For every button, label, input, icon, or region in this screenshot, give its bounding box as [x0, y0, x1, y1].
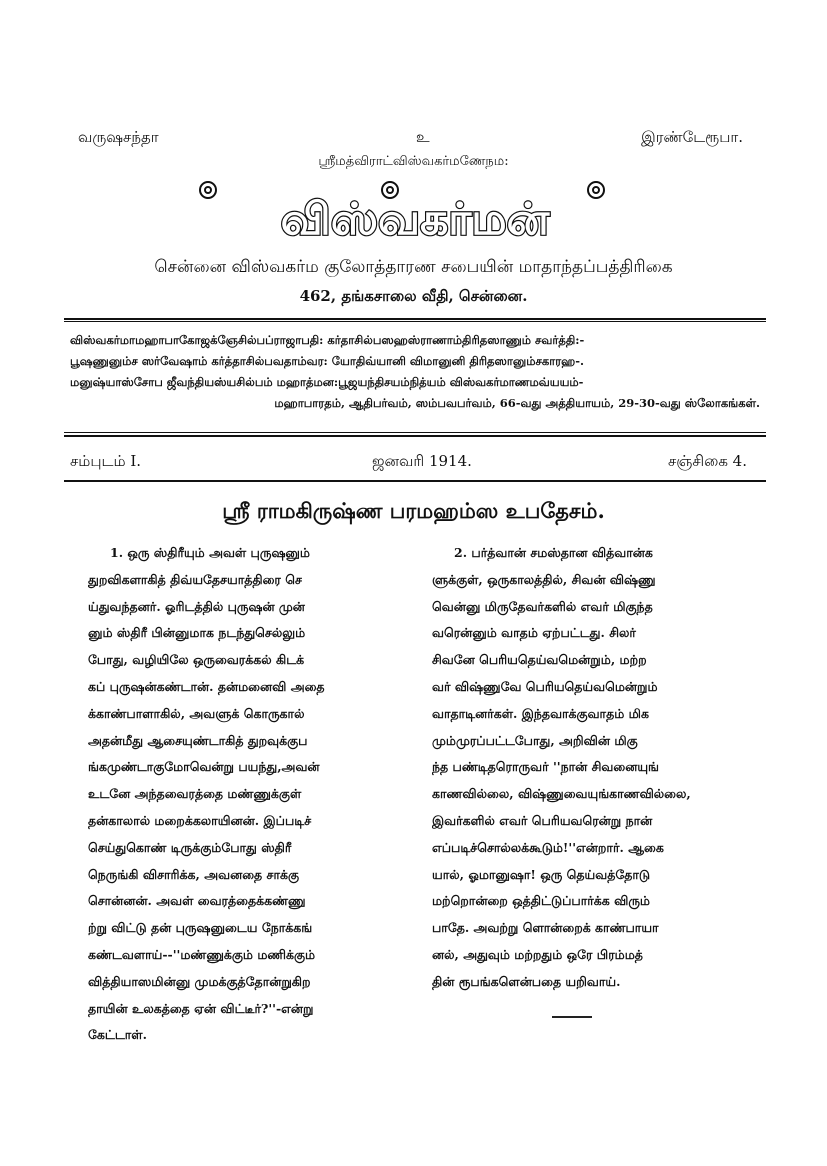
text-line: வர் விஷ்ணுவே பெரியதெய்வமென்றும்	[432, 678, 658, 694]
text-line: கப் புருஷன்கண்டான். தன்மனைவி அதை	[88, 678, 325, 694]
address-line: 462, தங்கசாலை வீதி, சென்னை.	[299, 287, 528, 305]
volume-label: சம்புடம் I.	[70, 452, 142, 470]
text-line: ய்துவந்தனர். ஓரிடத்தில் புருஷன் முன்	[88, 598, 305, 614]
verse-line-3: மனுஷ்யாஸ்சோப ஜீவந்தியஸ்யசில்பம் மஹாத்மன:பூஜயந்திசயம்நித்யம் விஸ்வகர்மாணமவ்யயம்-	[70, 375, 584, 389]
masthead-title-text: விஸ்வகர்மன்	[280, 194, 550, 245]
subscription-label: வருஷசந்தா	[78, 128, 159, 146]
text-line: மற்றொன்றை ஒத்திட்டுப்பார்க்க விரும்	[432, 893, 650, 909]
text-line: இவர்களில் எவர் பெரியவரென்று நான்	[432, 812, 653, 828]
text-line: காணவில்லை, விஷ்ணுவையுங்காணவில்லை,	[432, 786, 691, 802]
text-line: அதன்மீது ஆசையுண்டாகித் துறவுக்குப	[88, 732, 308, 748]
divider-meta-top-thick	[64, 435, 766, 437]
text-line: னும் ஸ்திரீ பின்னுமாக நடந்துசெல்லும்	[88, 625, 306, 641]
text-line: 1. ஒரு ஸ்திரீயும் அவள் புருஷனும்	[110, 545, 310, 560]
text-line: ற்று விட்டு தன் புருஷனுடைய நோக்கங்	[88, 920, 313, 936]
organization-line: சென்னை விஸ்வகர்ம குலோத்தாரண சபையின் மாதாந்தப்பத்திரிகை	[154, 257, 673, 277]
text-line: மும்முரப்பட்டபோது, அறிவின் மிகு	[432, 732, 638, 748]
text-line: தின் ரூபங்களென்பதை யறிவாய்.	[432, 973, 621, 989]
text-line: எப்படிச்சொல்லக்கூடும்!''என்றார். ஆகை	[432, 839, 664, 855]
divider-top	[64, 318, 766, 320]
text-line: வரென்னும் வாதம் ஏற்பட்டது. சிலர்	[432, 625, 636, 641]
text-line: சிவனே பெரியதெய்வமென்றும், மற்ற	[432, 652, 647, 668]
text-line: ளுக்குள், ஒருகாலத்தில், சிவன் விஷ்ணு	[432, 571, 656, 587]
text-line: வாதாடினர்கள். இந்தவாக்குவாதம் மிக	[432, 705, 649, 721]
divider-top-thin	[64, 321, 766, 322]
text-line: யால், ஓமானுஷா! ஒரு தெய்வத்தோடு	[432, 866, 651, 882]
text-line: க்காண்பாளாகில், அவளுக் கொருகால்	[88, 705, 305, 721]
text-line: தன்காலால் மறைக்கலாயினன். இப்படிச்	[88, 812, 312, 828]
text-line: உடனே அந்தவைரத்தை மண்ணுக்குள்	[88, 786, 302, 802]
text-line: நெருங்கி விசாரிக்க, அவனதை சாக்கு	[88, 866, 300, 882]
text-line: போது, வழியிலே ஒருவைரக்கல் கிடக்	[88, 652, 305, 668]
text-line: தாயின் உலகத்தை ஏன் விட்டீர்?''-என்று	[88, 1000, 314, 1016]
text-line: பாதே. அவற்று ளொன்றைக் காண்பாயா	[432, 920, 659, 936]
issue-number: சஞ்சிகை 4.	[667, 452, 747, 470]
verse-line-2: பூஷணுனும்ச ஸர்வேஷாம் கர்த்தாசில்பவதாம்வர: யோதிவ்யானி விமானுனி திரிதஸானும்சகாரஹ-.	[70, 354, 585, 368]
article-column-left	[88, 540, 406, 1049]
text-line: துறவிகளாகித் திவ்யதேசயாத்திரை செ	[88, 571, 302, 587]
text-line: கேட்டாள்.	[88, 1027, 147, 1043]
text-line: ந்த பண்டிதரொருவர் ''நான் சிவனையுங்	[432, 759, 660, 775]
masthead-title	[160, 178, 670, 248]
issue-date: ஜனவரி 1914.	[372, 452, 472, 470]
text-line: வித்தியாஸமின்னு முமக்குத்தோன்றுகிற	[88, 973, 311, 989]
price-label: இரண்டேரூபா.	[641, 128, 743, 146]
verse-line-1: விஸ்வகர்மாமஹாபாகோஜக்ஞேசில்பப்ராஜாபதி: கர்தாசில்பஸஹஸ்ராணாம்திரிதஸாணும் சவர்த்தி:-	[70, 333, 585, 347]
text-line: ங்கமுண்டாகுமோவென்று பயந்து,அவன்	[88, 759, 320, 775]
text-line: செய்துகொண் டிருக்கும்போது ஸ்திரீ	[88, 839, 292, 855]
invocation-line: ஸ்ரீமத்விராட்விஸ்வகர்மணேநம:	[318, 154, 509, 169]
text-line: னல், அதுவும் மற்றதும் ஒரே பிரம்மத்	[432, 946, 643, 962]
divider-meta-top	[64, 432, 766, 433]
divider-meta-bottom	[64, 480, 766, 482]
text-line: சொன்னன். அவள் வைரத்தைக்கண்ணு	[88, 893, 306, 909]
verse-citation: மஹாபாரதம், ஆதிபர்வம், ஸம்பவபர்வம், 66-வது அத்தியாயம், 29-30-வது ஸ்லோகங்கள்.	[274, 396, 760, 410]
end-rule	[552, 1016, 592, 1018]
article-title: ஸ்ரீ ராமகிருஷ்ண பரமஹம்ஸ உபதேசம்.	[222, 498, 605, 523]
text-line: 2. பர்த்வான் சமஸ்தான வித்வான்க	[454, 545, 653, 560]
text-line: வென்னு மிருதேவர்களில் எவர் மிகுந்த	[432, 598, 653, 614]
article-column-right	[432, 540, 750, 996]
page-number: உ	[416, 128, 430, 146]
text-line: கண்டவளாய்--''மண்ணுக்கும் மணிக்கும்	[88, 946, 316, 962]
